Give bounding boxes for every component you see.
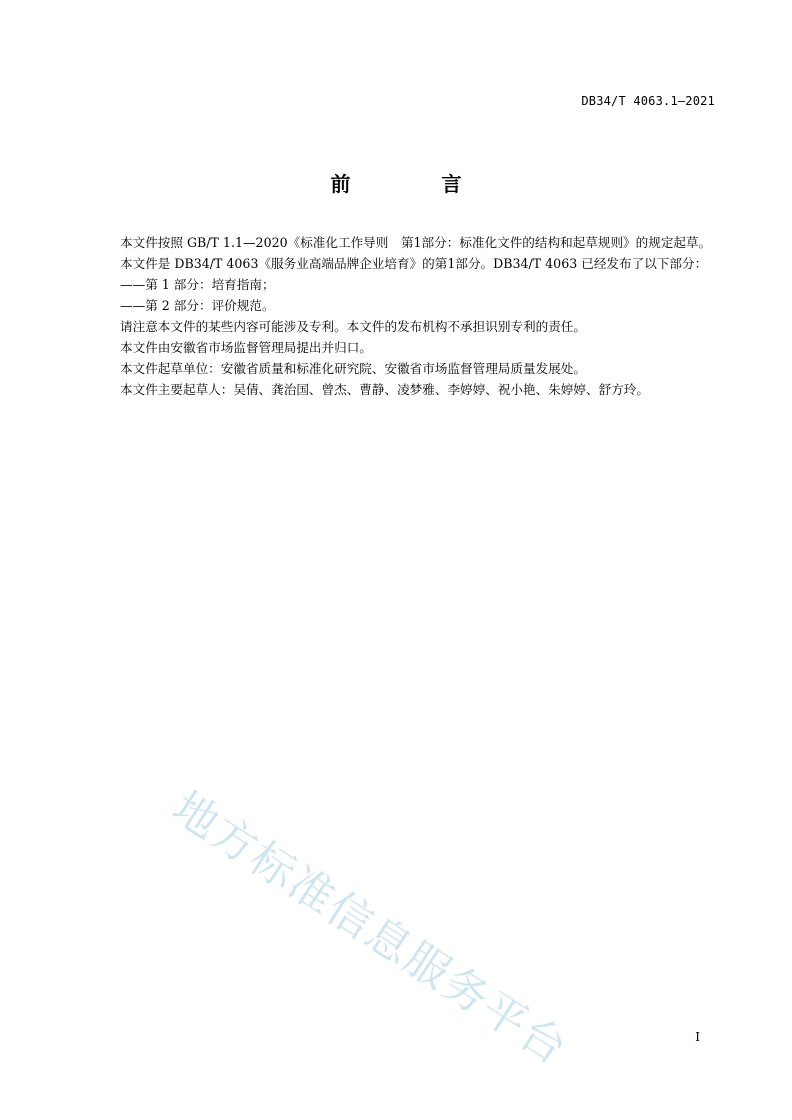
paragraph: 本文件是 DB34/T 4063《服务业高端品牌企业培育》的第1部分。DB34/T 4063 已经发布了以下部分： <box>120 256 708 271</box>
paragraph: 本文件按照 GB/T 1.1—2020《标准化工作导则 第1部分：标准化文件的结构和起草规则》的规定起草。 <box>120 235 712 250</box>
foreword-body <box>95 232 717 400</box>
paragraph: 本文件主要起草人：吴倩、龚治国、曾杰、曹静、凌梦雅、李婷婷、祝小艳、朱婷婷、舒方玲。 <box>120 382 649 397</box>
list-item: ——第 1 部分：培育指南； <box>120 277 275 292</box>
page-number: I <box>695 1030 700 1044</box>
watermark: 地方标准信息服务平台 <box>163 782 577 1076</box>
paragraph: 请注意本文件的某些内容可能涉及专利。本文件的发布机构不承担识别专利的责任。 <box>120 319 586 334</box>
paragraph: 本文件起草单位：安徽省质量和标准化研究院、安徽省市场监督管理局质量发展处。 <box>120 361 586 376</box>
list-item: ——第 2 部分：评价规范。 <box>120 298 275 313</box>
paragraph: 本文件由安徽省市场监督管理局提出并归口。 <box>120 340 372 355</box>
document-code: DB34/T 4063.1—2021 <box>581 94 715 108</box>
page-title: 前 言 <box>330 172 504 196</box>
